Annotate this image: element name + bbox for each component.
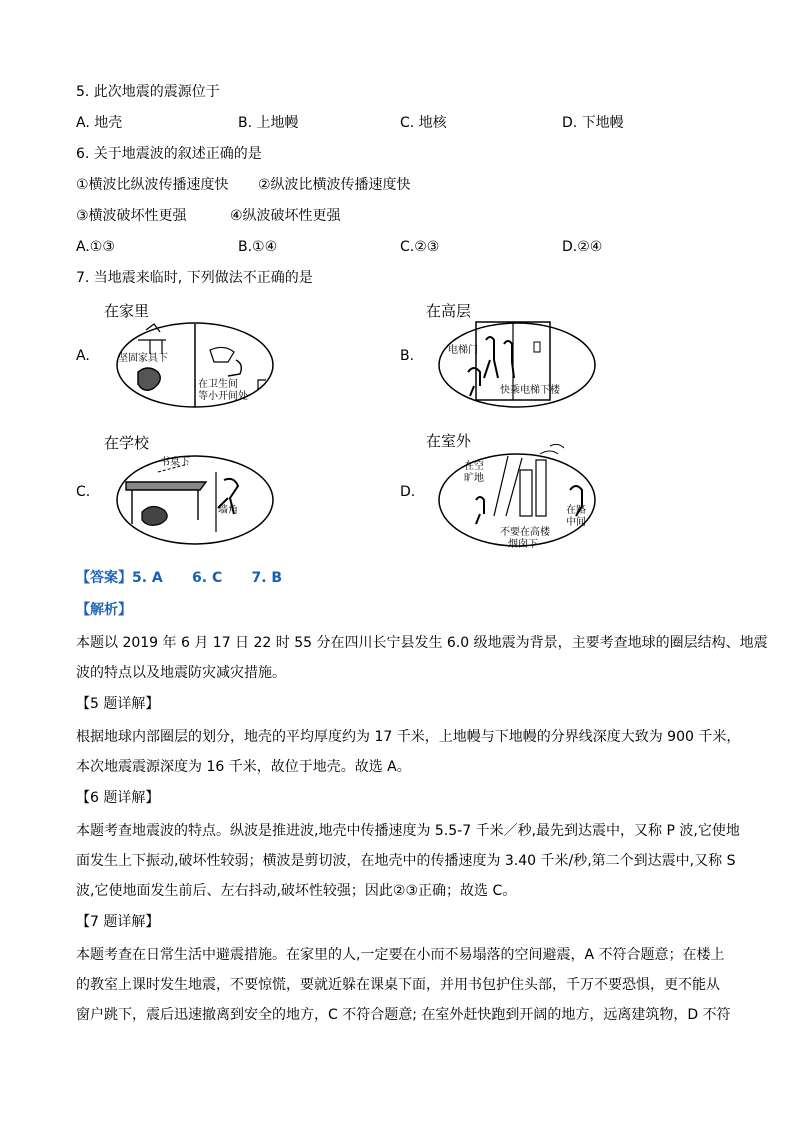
q7-picture-d-caption6: 烟囱下: [508, 539, 538, 550]
q7-picture-d-caption3: 在路: [566, 505, 586, 516]
detail5-line-1: 根据地球内部圈层的划分，地壳的平均厚度约为 17 千米，上地幔与下地幔的分界线深度大致为 900 千米，: [76, 729, 741, 745]
analysis-line-1: 本题以 2019 年 6 月 17 日 22 时 55 分在四川长宁县发生 6.0 级地震为背景，主要考查地球的圈层结构、地震: [76, 635, 768, 651]
detail6-line-2: 面发生上下振动,破坏性较弱；横波是剪切波，在地壳中的传播速度为 3.40 千米/秒,第二个到达震中,又称 S: [76, 853, 736, 869]
q7-picture-d-caption5: 不要在高楼: [500, 527, 550, 538]
detail7-tag: 【7 题详解】: [76, 914, 160, 930]
detail7-line-2: 的教室上课时发生地震，不要惊慌，要就近躲在课桌下面，并用书包护住头部，千万不要恐惧，更不能从: [76, 977, 720, 993]
analysis-tag-text: 【解析】: [76, 602, 132, 618]
q7-picture-a-caption1: 坚固家具下: [118, 353, 168, 364]
q7-stem: 7. 当地震来临时, 下列做法不正确的是: [76, 270, 313, 286]
detail7-line-1: 本题考查在日常生活中避震措施。在家里的人,一定要在小而不易塌落的空间避震，A 不符合题意；在楼上: [76, 947, 725, 963]
q5-option-b: B. 上地幔: [238, 115, 299, 131]
q7-picture-c-caption2: 墙角: [218, 505, 238, 516]
answer-line: [76, 568, 282, 588]
q6-stem: 6. 关于地震波的叙述正确的是: [76, 146, 262, 162]
detail6-line-1: 本题考查地震波的特点。纵波是推进波,地壳中传播速度为 5.5-7 千米／秒,最先到达震中，又称 P 波,它使地: [76, 823, 740, 839]
q7-picture-d-caption2: 旷地: [464, 473, 484, 484]
q5-option-c: C. 地核: [400, 115, 447, 131]
detail7-line-3: 窗户跳下，震后迅速撤离到安全的地方，C 不符合题意; 在室外赶快跑到开阔的地方，远离建筑物，D 不符: [76, 1007, 731, 1023]
detail6-paragraph: [76, 816, 740, 906]
q6-statement-2: ②纵波比横波传播速度快: [258, 177, 411, 193]
q5-option-a: A. 地壳: [76, 115, 123, 131]
q6-statement-3: ③横波破坏性更强: [76, 208, 187, 224]
q7-picture-a-title: 在家里: [104, 302, 150, 320]
q7-picture-a-caption2: 在卫生间: [198, 379, 238, 390]
q7-picture-d-caption1: 在空: [464, 461, 484, 472]
detail5-tag: 【5 题详解】: [76, 696, 160, 712]
q6-option-c: C.②③: [400, 239, 440, 255]
q7-option-d-letter: D.: [400, 484, 416, 500]
q6-option-d: D.②④: [562, 239, 603, 255]
analysis-line-2: 波的特点以及地震防灾减灾措施。: [76, 665, 286, 681]
q7-picture-c-title: 在学校: [104, 434, 150, 452]
answer-text: 5. A 6. C 7. B: [132, 570, 283, 586]
q7-picture-b-caption1: 电梯门: [448, 345, 478, 356]
detail6-tag: 【6 题详解】: [76, 790, 160, 806]
q5-option-d: D. 下地幔: [562, 115, 624, 131]
q7-picture-b-title: 在高层: [426, 302, 472, 320]
q7-option-a-letter: A.: [76, 348, 90, 364]
q7-picture-a: [98, 300, 288, 412]
analysis-paragraph: [76, 628, 768, 688]
q6-statement-4: ④纵波破坏性更强: [230, 208, 341, 224]
detail5-line-2: 本次地震震源深度为 16 千米，故位于地壳。故选 A。: [76, 759, 411, 775]
q7-picture-c: [98, 432, 288, 550]
detail6-line-3: 波,它使地面发生前后、左右抖动,破坏性较强；因此②③正确；故选 C。: [76, 883, 517, 899]
q6-option-a: A.①③: [76, 239, 115, 255]
q7-picture-b: [420, 300, 610, 412]
q7-picture-b-caption2: 快乘电梯下楼: [500, 385, 560, 396]
q6-statement-1: ①横波比纵波传播速度快: [76, 177, 229, 193]
q7-picture-d-caption4: 中间: [566, 517, 586, 528]
q7-option-b-letter: B.: [400, 348, 415, 364]
detail7-paragraph: [76, 940, 731, 1030]
q7-picture-a-caption3: 等小开间处: [198, 391, 248, 402]
q6-option-b: B.①④: [238, 239, 278, 255]
q7-picture-c-caption1: 书桌下: [160, 457, 190, 468]
analysis-tag: [76, 600, 132, 620]
detail5-paragraph: [76, 722, 741, 782]
answer-tag: 【答案】: [76, 570, 132, 586]
q7-picture-d-title: 在室外: [426, 432, 472, 450]
q7-picture-d: [420, 430, 610, 552]
q5-stem: 5. 此次地震的震源位于: [76, 84, 220, 100]
q7-option-c-letter: C.: [76, 484, 91, 500]
